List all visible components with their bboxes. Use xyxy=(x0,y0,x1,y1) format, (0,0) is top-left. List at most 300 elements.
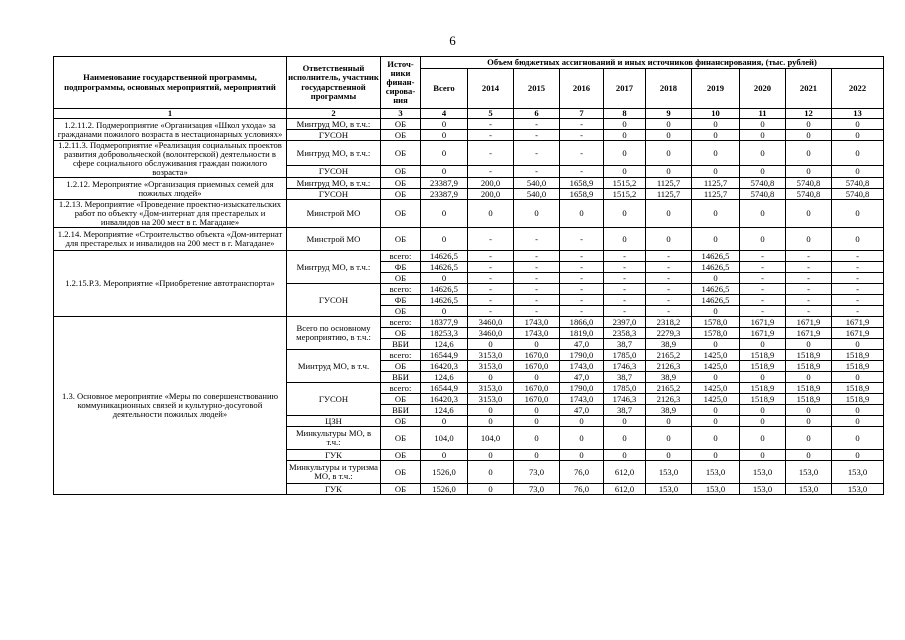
value-cell: 0 xyxy=(786,166,832,178)
value-cell: - xyxy=(560,228,604,251)
value-cell: 1578,0 xyxy=(692,328,740,339)
source-cell: ОБ xyxy=(381,361,421,372)
value-cell: 5740,8 xyxy=(832,178,884,189)
value-cell: 16544,9 xyxy=(421,383,468,394)
value-cell: 38,7 xyxy=(604,339,646,350)
value-cell: 0 xyxy=(514,427,560,450)
source-cell: ФБ xyxy=(381,262,421,273)
value-cell: - xyxy=(514,262,560,273)
value-cell: 0 xyxy=(786,450,832,461)
value-cell: 0 xyxy=(514,200,560,228)
responsible-cell: ГУК xyxy=(287,450,381,461)
value-cell: 0 xyxy=(468,200,514,228)
value-cell: - xyxy=(560,119,604,130)
source-cell: ОБ xyxy=(381,427,421,450)
header-year: 2017 xyxy=(604,69,646,109)
responsible-cell: Минтруд МО, в т.ч. xyxy=(287,350,381,383)
value-cell: 1518,9 xyxy=(786,361,832,372)
value-cell: 14626,5 xyxy=(421,262,468,273)
value-cell: 2358,3 xyxy=(604,328,646,339)
value-cell: 0 xyxy=(832,450,884,461)
value-cell: 76,0 xyxy=(560,461,604,484)
responsible-cell: ГУСОН xyxy=(287,130,381,141)
value-cell: 0 xyxy=(692,416,740,427)
value-cell: 0 xyxy=(604,416,646,427)
value-cell: 0 xyxy=(421,306,468,317)
responsible-cell: Минстрой МО xyxy=(287,228,381,251)
value-cell: 1518,9 xyxy=(740,383,786,394)
column-number: 7 xyxy=(560,109,604,119)
value-cell: 0 xyxy=(740,405,786,416)
value-cell: 0 xyxy=(692,306,740,317)
value-cell: 47,0 xyxy=(560,405,604,416)
value-cell: - xyxy=(514,251,560,262)
value-cell: 0 xyxy=(468,416,514,427)
value-cell: - xyxy=(468,166,514,178)
source-cell: всего: xyxy=(381,284,421,295)
value-cell: - xyxy=(560,262,604,273)
value-cell: 76,0 xyxy=(560,484,604,495)
value-cell: 1515,2 xyxy=(604,189,646,200)
value-cell: 200,0 xyxy=(468,178,514,189)
value-cell: 0 xyxy=(646,119,692,130)
value-cell: 1518,9 xyxy=(832,350,884,361)
value-cell: 0 xyxy=(604,130,646,141)
header-source: Источ-ники финан-сирова-ния xyxy=(381,57,421,109)
value-cell: - xyxy=(740,251,786,262)
value-cell: - xyxy=(560,284,604,295)
responsible-cell: Минтруд МО, в т.ч.: xyxy=(287,119,381,130)
value-cell: - xyxy=(786,295,832,306)
value-cell: 0 xyxy=(832,200,884,228)
value-cell: 0 xyxy=(786,119,832,130)
value-cell: 0 xyxy=(832,141,884,166)
table-row xyxy=(54,200,884,228)
value-cell: 1746,3 xyxy=(604,361,646,372)
value-cell: 47,0 xyxy=(560,372,604,383)
value-cell: 0 xyxy=(740,372,786,383)
responsible-cell: Всего по основному мероприятию, в т.ч.: xyxy=(287,317,381,350)
value-cell: 0 xyxy=(832,166,884,178)
source-cell: всего: xyxy=(381,251,421,262)
value-cell: - xyxy=(786,284,832,295)
value-cell: - xyxy=(740,262,786,273)
value-cell: 0 xyxy=(514,416,560,427)
value-cell: - xyxy=(832,306,884,317)
value-cell: 0 xyxy=(692,166,740,178)
value-cell: 2126,3 xyxy=(646,361,692,372)
value-cell: 0 xyxy=(786,228,832,251)
value-cell: 1790,0 xyxy=(560,383,604,394)
value-cell: - xyxy=(832,251,884,262)
value-cell: - xyxy=(468,141,514,166)
value-cell: 0 xyxy=(740,141,786,166)
header-year: Всего xyxy=(421,69,468,109)
value-cell: 0 xyxy=(786,427,832,450)
measure-name: 1.2.12. Мероприятие «Организация приемных семей для пожилых людей» xyxy=(54,178,287,200)
source-cell: всего: xyxy=(381,383,421,394)
value-cell: 0 xyxy=(604,228,646,251)
budget-table xyxy=(53,56,884,495)
value-cell: 5740,8 xyxy=(740,189,786,200)
header-year: 2019 xyxy=(692,69,740,109)
value-cell: - xyxy=(604,273,646,284)
value-cell: 23387,9 xyxy=(421,189,468,200)
value-cell: 0 xyxy=(604,166,646,178)
measure-name: 1.2.15.Р.3. Мероприятие «Приобретение автотранспорта» xyxy=(54,251,287,317)
value-cell: 1425,0 xyxy=(692,383,740,394)
value-cell: 14626,5 xyxy=(692,295,740,306)
value-cell: 0 xyxy=(692,450,740,461)
value-cell: - xyxy=(560,306,604,317)
value-cell: - xyxy=(646,273,692,284)
value-cell: - xyxy=(468,228,514,251)
value-cell: 104,0 xyxy=(421,427,468,450)
value-cell: 1743,0 xyxy=(514,328,560,339)
value-cell: - xyxy=(560,130,604,141)
value-cell: 0 xyxy=(514,339,560,350)
value-cell: 0 xyxy=(740,130,786,141)
column-number: 10 xyxy=(692,109,740,119)
value-cell: - xyxy=(514,273,560,284)
value-cell: 1670,0 xyxy=(514,394,560,405)
value-cell: 104,0 xyxy=(468,427,514,450)
value-cell: - xyxy=(514,166,560,178)
value-cell: 1515,2 xyxy=(604,178,646,189)
value-cell: 0 xyxy=(832,416,884,427)
value-cell: - xyxy=(514,228,560,251)
value-cell: 73,0 xyxy=(514,484,560,495)
value-cell: 3460,0 xyxy=(468,317,514,328)
value-cell: 0 xyxy=(421,200,468,228)
value-cell: 2279,3 xyxy=(646,328,692,339)
value-cell: 0 xyxy=(786,405,832,416)
value-cell: 14626,5 xyxy=(421,284,468,295)
value-cell: 0 xyxy=(740,166,786,178)
column-number: 4 xyxy=(421,109,468,119)
value-cell: 1670,0 xyxy=(514,383,560,394)
value-cell: - xyxy=(468,262,514,273)
value-cell: 0 xyxy=(786,416,832,427)
value-cell: 0 xyxy=(514,372,560,383)
source-cell: ОБ xyxy=(381,416,421,427)
value-cell: - xyxy=(468,119,514,130)
value-cell: 153,0 xyxy=(646,461,692,484)
source-cell: ОБ xyxy=(381,178,421,189)
value-cell: 0 xyxy=(646,416,692,427)
value-cell: 153,0 xyxy=(740,484,786,495)
value-cell: - xyxy=(646,284,692,295)
header-year: 2022 xyxy=(832,69,884,109)
value-cell: - xyxy=(832,295,884,306)
value-cell: 3153,0 xyxy=(468,361,514,372)
value-cell: - xyxy=(786,251,832,262)
responsible-cell: Минкультуры МО, в т.ч.: xyxy=(287,427,381,450)
value-cell: 0 xyxy=(604,141,646,166)
value-cell: 1518,9 xyxy=(832,383,884,394)
value-cell: 0 xyxy=(646,200,692,228)
column-number: 1 xyxy=(54,109,287,119)
value-cell: 0 xyxy=(740,416,786,427)
responsible-cell: ГУСОН xyxy=(287,166,381,178)
value-cell: 0 xyxy=(421,166,468,178)
value-cell: - xyxy=(468,295,514,306)
value-cell: 1518,9 xyxy=(786,350,832,361)
source-cell: ОБ xyxy=(381,450,421,461)
responsible-cell: Минтруд МО, в т.ч.: xyxy=(287,141,381,166)
value-cell: 0 xyxy=(832,405,884,416)
value-cell: - xyxy=(740,306,786,317)
measure-name: 1.3. Основное мероприятие «Меры по совершенствованию коммуникационных связей и культурно-досуговой деятельности пожилых людей» xyxy=(54,317,287,495)
value-cell: 153,0 xyxy=(692,461,740,484)
value-cell: 1518,9 xyxy=(832,394,884,405)
value-cell: - xyxy=(468,284,514,295)
source-cell: ОБ xyxy=(381,141,421,166)
value-cell: 0 xyxy=(786,130,832,141)
value-cell: 0 xyxy=(646,130,692,141)
value-cell: 0 xyxy=(421,119,468,130)
value-cell: 0 xyxy=(560,416,604,427)
header-volume: Объем бюджетных ассигнований и иных источников финансирования, (тыс. рублей) xyxy=(421,57,884,69)
header-year: 2015 xyxy=(514,69,560,109)
header-year: 2018 xyxy=(646,69,692,109)
value-cell: 1671,9 xyxy=(832,317,884,328)
value-cell: 23387,9 xyxy=(421,178,468,189)
value-cell: 3153,0 xyxy=(468,350,514,361)
value-cell: 1746,3 xyxy=(604,394,646,405)
value-cell: 0 xyxy=(832,130,884,141)
source-cell: ОБ xyxy=(381,394,421,405)
responsible-cell: Минкультуры и туризма МО, в т.ч.: xyxy=(287,461,381,484)
value-cell: 0 xyxy=(832,427,884,450)
value-cell: 18253,3 xyxy=(421,328,468,339)
measure-name: 1.2.11.3. Подмероприятие «Реализация социальных проектов развития добровольческой (волонтерской) деятельности в сфере социального обслуживания граждан пожилого возраста» xyxy=(54,141,287,178)
responsible-cell: ГУСОН xyxy=(287,189,381,200)
value-cell: 14626,5 xyxy=(692,251,740,262)
source-cell: ФБ xyxy=(381,295,421,306)
value-cell: 1743,0 xyxy=(560,394,604,405)
value-cell: 1518,9 xyxy=(740,394,786,405)
table-row xyxy=(54,251,884,262)
value-cell: 0 xyxy=(468,484,514,495)
value-cell: 1785,0 xyxy=(604,383,646,394)
source-cell: ОБ xyxy=(381,461,421,484)
value-cell: - xyxy=(514,141,560,166)
value-cell: 1518,9 xyxy=(832,361,884,372)
source-cell: ОБ xyxy=(381,166,421,178)
header-responsible: Ответственный исполнитель, участник государственной программы xyxy=(287,57,381,109)
value-cell: - xyxy=(740,273,786,284)
page-number: 6 xyxy=(449,33,456,48)
value-cell: 0 xyxy=(740,119,786,130)
value-cell: 2318,2 xyxy=(646,317,692,328)
value-cell: - xyxy=(560,251,604,262)
value-cell: 0 xyxy=(604,200,646,228)
value-cell: 124,6 xyxy=(421,372,468,383)
value-cell: 38,9 xyxy=(646,372,692,383)
value-cell: 1671,9 xyxy=(740,328,786,339)
value-cell: - xyxy=(560,166,604,178)
measure-name: 1.2.14. Мероприятие «Строительство объекта «Дом-интернат для престарелых и инвалидов на 200 мест в г. Магадане» xyxy=(54,228,287,251)
value-cell: - xyxy=(514,284,560,295)
value-cell: 1526,0 xyxy=(421,484,468,495)
value-cell: 0 xyxy=(740,200,786,228)
value-cell: 0 xyxy=(646,141,692,166)
value-cell: - xyxy=(560,273,604,284)
source-cell: ВБИ xyxy=(381,372,421,383)
value-cell: 612,0 xyxy=(604,461,646,484)
value-cell: 1526,0 xyxy=(421,461,468,484)
value-cell: 14626,5 xyxy=(692,284,740,295)
value-cell: 0 xyxy=(468,339,514,350)
value-cell: 0 xyxy=(832,119,884,130)
responsible-cell: Минстрой МО xyxy=(287,200,381,228)
value-cell: 2397,0 xyxy=(604,317,646,328)
value-cell: 1819,0 xyxy=(560,328,604,339)
value-cell: 1866,0 xyxy=(560,317,604,328)
column-number: 11 xyxy=(740,109,786,119)
value-cell: - xyxy=(604,284,646,295)
value-cell: 0 xyxy=(692,200,740,228)
value-cell: 0 xyxy=(832,372,884,383)
value-cell: 0 xyxy=(646,450,692,461)
column-number: 2 xyxy=(287,109,381,119)
value-cell: 0 xyxy=(786,141,832,166)
value-cell: 1578,0 xyxy=(692,317,740,328)
value-cell: 1670,0 xyxy=(514,350,560,361)
value-cell: 16420,3 xyxy=(421,394,468,405)
value-cell: 0 xyxy=(604,119,646,130)
value-cell: 0 xyxy=(740,427,786,450)
value-cell: - xyxy=(786,262,832,273)
value-cell: 5740,8 xyxy=(740,178,786,189)
source-cell: ОБ xyxy=(381,119,421,130)
value-cell: - xyxy=(832,273,884,284)
responsible-cell: ЦЗН xyxy=(287,416,381,427)
value-cell: 1518,9 xyxy=(740,350,786,361)
value-cell: 1125,7 xyxy=(646,189,692,200)
value-cell: - xyxy=(832,284,884,295)
value-cell: 0 xyxy=(692,427,740,450)
value-cell: 1790,0 xyxy=(560,350,604,361)
source-cell: ОБ xyxy=(381,484,421,495)
value-cell: 0 xyxy=(421,141,468,166)
source-cell: ОБ xyxy=(381,328,421,339)
value-cell: 153,0 xyxy=(832,461,884,484)
value-cell: 1670,0 xyxy=(514,361,560,372)
value-cell: - xyxy=(514,130,560,141)
value-cell: 1743,0 xyxy=(514,317,560,328)
value-cell: 0 xyxy=(692,273,740,284)
value-cell: 0 xyxy=(740,450,786,461)
value-cell: - xyxy=(468,273,514,284)
value-cell: - xyxy=(646,262,692,273)
value-cell: 1518,9 xyxy=(786,383,832,394)
column-number: 8 xyxy=(604,109,646,119)
value-cell: 153,0 xyxy=(646,484,692,495)
value-cell: 0 xyxy=(646,427,692,450)
column-number: 6 xyxy=(514,109,560,119)
value-cell: - xyxy=(646,295,692,306)
source-cell: всего: xyxy=(381,317,421,328)
value-cell: 124,6 xyxy=(421,339,468,350)
value-cell: 0 xyxy=(560,200,604,228)
value-cell: 0 xyxy=(560,450,604,461)
value-cell: - xyxy=(604,251,646,262)
value-cell: 5740,8 xyxy=(832,189,884,200)
value-cell: 3153,0 xyxy=(468,394,514,405)
value-cell: 200,0 xyxy=(468,189,514,200)
table-row xyxy=(54,119,884,130)
value-cell: 0 xyxy=(421,130,468,141)
value-cell: 0 xyxy=(468,461,514,484)
table-row xyxy=(54,141,884,166)
column-number: 5 xyxy=(468,109,514,119)
value-cell: 38,7 xyxy=(604,372,646,383)
value-cell: 0 xyxy=(514,405,560,416)
source-cell: ОБ xyxy=(381,228,421,251)
value-cell: 38,7 xyxy=(604,405,646,416)
value-cell: 16544,9 xyxy=(421,350,468,361)
value-cell: - xyxy=(468,306,514,317)
source-cell: ВБИ xyxy=(381,405,421,416)
measure-name: 1.2.11.2. Подмероприятие «Организация «Школ ухода» за гражданами пожилого возраста в нестационарных условиях» xyxy=(54,119,287,141)
value-cell: - xyxy=(468,130,514,141)
value-cell: 1671,9 xyxy=(786,317,832,328)
value-cell: 0 xyxy=(560,427,604,450)
value-cell: - xyxy=(646,251,692,262)
value-cell: 0 xyxy=(740,228,786,251)
value-cell: 38,9 xyxy=(646,405,692,416)
table-row xyxy=(54,317,884,328)
value-cell: - xyxy=(786,306,832,317)
value-cell: - xyxy=(560,295,604,306)
value-cell: 0 xyxy=(421,450,468,461)
value-cell: 0 xyxy=(692,339,740,350)
value-cell: 2126,3 xyxy=(646,394,692,405)
header-year: 2016 xyxy=(560,69,604,109)
header-year: 2014 xyxy=(468,69,514,109)
value-cell: 2165,2 xyxy=(646,383,692,394)
value-cell: 540,0 xyxy=(514,189,560,200)
value-cell: 1785,0 xyxy=(604,350,646,361)
value-cell: 0 xyxy=(692,405,740,416)
value-cell: 0 xyxy=(646,166,692,178)
source-cell: ОБ xyxy=(381,306,421,317)
value-cell: - xyxy=(604,262,646,273)
value-cell: 38,9 xyxy=(646,339,692,350)
value-cell: 0 xyxy=(692,141,740,166)
source-cell: ОБ xyxy=(381,200,421,228)
value-cell: 16420,3 xyxy=(421,361,468,372)
measure-name: 1.2.13. Мероприятие «Проведение проектно-изыскательских работ по объекту «Дом-интернат для престарелых и инвалидов на 200 мест в г. Магадане» xyxy=(54,200,287,228)
value-cell: 1125,7 xyxy=(646,178,692,189)
value-cell: 0 xyxy=(421,273,468,284)
value-cell: 47,0 xyxy=(560,339,604,350)
value-cell: 0 xyxy=(692,119,740,130)
value-cell: 1743,0 xyxy=(560,361,604,372)
value-cell: 1425,0 xyxy=(692,350,740,361)
value-cell: 1671,9 xyxy=(740,317,786,328)
value-cell: - xyxy=(786,273,832,284)
table-row xyxy=(54,178,884,189)
value-cell: - xyxy=(646,306,692,317)
column-number: 12 xyxy=(786,109,832,119)
source-cell: ОБ xyxy=(381,189,421,200)
value-cell: 1658,9 xyxy=(560,178,604,189)
header-year: 2020 xyxy=(740,69,786,109)
value-cell: 124,6 xyxy=(421,405,468,416)
